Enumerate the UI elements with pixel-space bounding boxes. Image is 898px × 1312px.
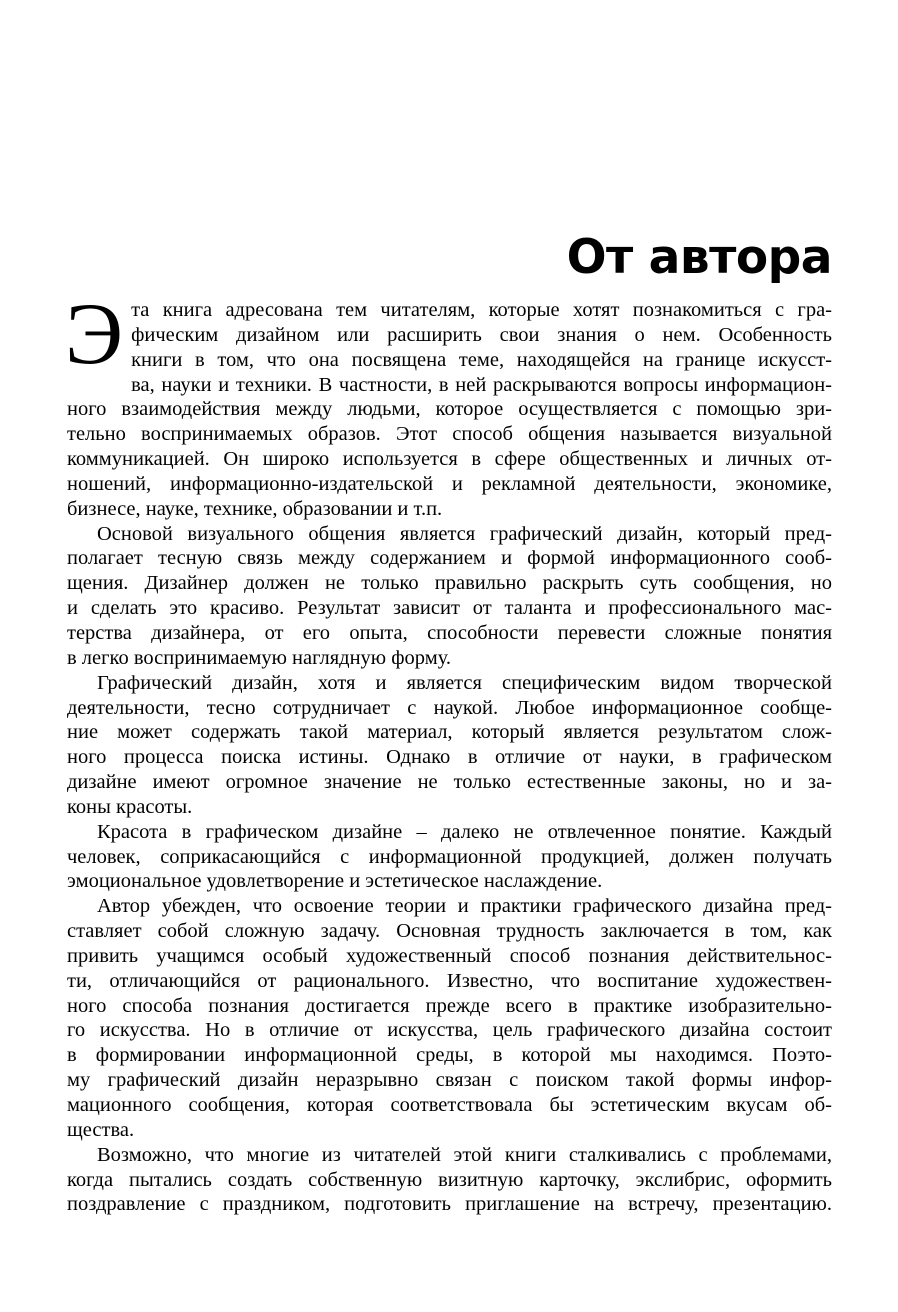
text-line: му графический дизайн неразрывно связан с поиском такой формы инфор-: [67, 1069, 832, 1092]
text-line: Графический дизайн, хотя и является специфическим видом творческой: [97, 671, 832, 694]
paragraph-4: [67, 820, 832, 895]
text-line: и сделать это красиво. Результат зависит от таланта и профессионального мас-: [67, 597, 832, 620]
text-line: фическим дизайном или расширить свои знания о нем. Особенность: [131, 323, 832, 346]
text-line: ние может содержать такой материал, который является результатом слож-: [67, 721, 832, 744]
text-line: Красота в графическом дизайне – далеко не отвлеченное понятие. Каждый: [97, 820, 832, 843]
text-line: ти, отличающийся от рационального. Известно, что воспитание художествен-: [67, 969, 832, 992]
text-line: ношений, информационно-издательской и рекламной деятельности, экономике,: [67, 472, 832, 495]
text-line: эмоциональное удовлетворение и эстетическое наслаждение.: [67, 870, 603, 893]
text-line: бизнесе, науке, технике, образовании и т.п.: [67, 497, 443, 520]
text-line: ставляет собой сложную задачу. Основная трудность заключается в том, как: [67, 920, 832, 943]
text-line: го искусства. Но в отличие от искусства, цель графического дизайна состоит: [67, 1019, 832, 1042]
paragraph-2: [67, 522, 832, 671]
text-line: тельно воспринимаемых образов. Этот способ общения называется визуальной: [67, 423, 832, 446]
text-line: Автор убежден, что освоение теории и практики графического дизайна пред-: [97, 895, 832, 918]
text-line: когда пытались создать собственную визитную карточку, экслибрис, оформить: [67, 1168, 832, 1191]
text-line: полагает тесную связь между содержанием и формой информационного сооб-: [67, 547, 832, 570]
text-line: ного взаимодействия между людьми, которое осуществляется с помощью зри-: [67, 398, 832, 421]
text-line: Возможно, что многие из читателей этой книги сталкивались с проблемами,: [97, 1143, 832, 1166]
paragraph-3: [67, 671, 832, 820]
text-line: терства дизайнера, от его опыта, способности перевести сложные понятия: [67, 621, 832, 644]
text-line: книги в том, что она посвящена теме, находящейся на границе искусст-: [131, 348, 832, 371]
text-line: коны красоты.: [67, 795, 193, 818]
body-text: [65, 286, 832, 1217]
text-line: коммуникацией. Он широко используется в сфере общественных и личных от-: [67, 448, 832, 471]
text-line: щения. Дизайнер должен не только правильно раскрыть суть сообщения, но: [67, 572, 832, 595]
text-line: поздравление с праздником, подготовить приглашение на встречу, презентацию.: [67, 1193, 832, 1216]
text-line: дизайне имеют огромное значение не только естественные законы, но и за-: [67, 771, 832, 794]
text-line: ва, науки и техники. В частности, в ней раскрываются вопросы информацион-: [131, 373, 832, 396]
text-line: в легко воспринимаемую наглядную форму.: [67, 646, 452, 669]
paragraph-1: [65, 286, 832, 522]
text-line: человек, соприкасающийся с информационной продукцией, должен получать: [67, 845, 832, 868]
text-line: щества.: [67, 1118, 135, 1141]
text-line: привить учащимся особый художественный способ познания действительнос-: [67, 944, 832, 967]
text-line: ного способа познания достигается прежде всего в практике изобразительно-: [67, 994, 832, 1017]
drop-cap: Э: [65, 286, 124, 383]
text-line: та книга адресована тем читателям, которые хотят познакомиться с гра-: [131, 299, 832, 321]
text-line: Основой визуального общения является графический дизайн, который пред-: [97, 522, 832, 545]
paragraph-6: [67, 1143, 832, 1218]
text-line: в формировании информационной среды, в которой мы находимся. Поэто-: [67, 1044, 832, 1067]
page-title: От автора: [566, 230, 832, 285]
paragraph-5: [67, 894, 832, 1142]
text-line: деятельности, тесно сотрудничает с наукой. Любое информационное сообще-: [67, 696, 832, 719]
text-line: мационного сообщения, которая соответствовала бы эстетическим вкусам об-: [67, 1094, 832, 1116]
text-line: ного процесса поиска истины. Однако в отличие от науки, в графическом: [67, 746, 832, 769]
